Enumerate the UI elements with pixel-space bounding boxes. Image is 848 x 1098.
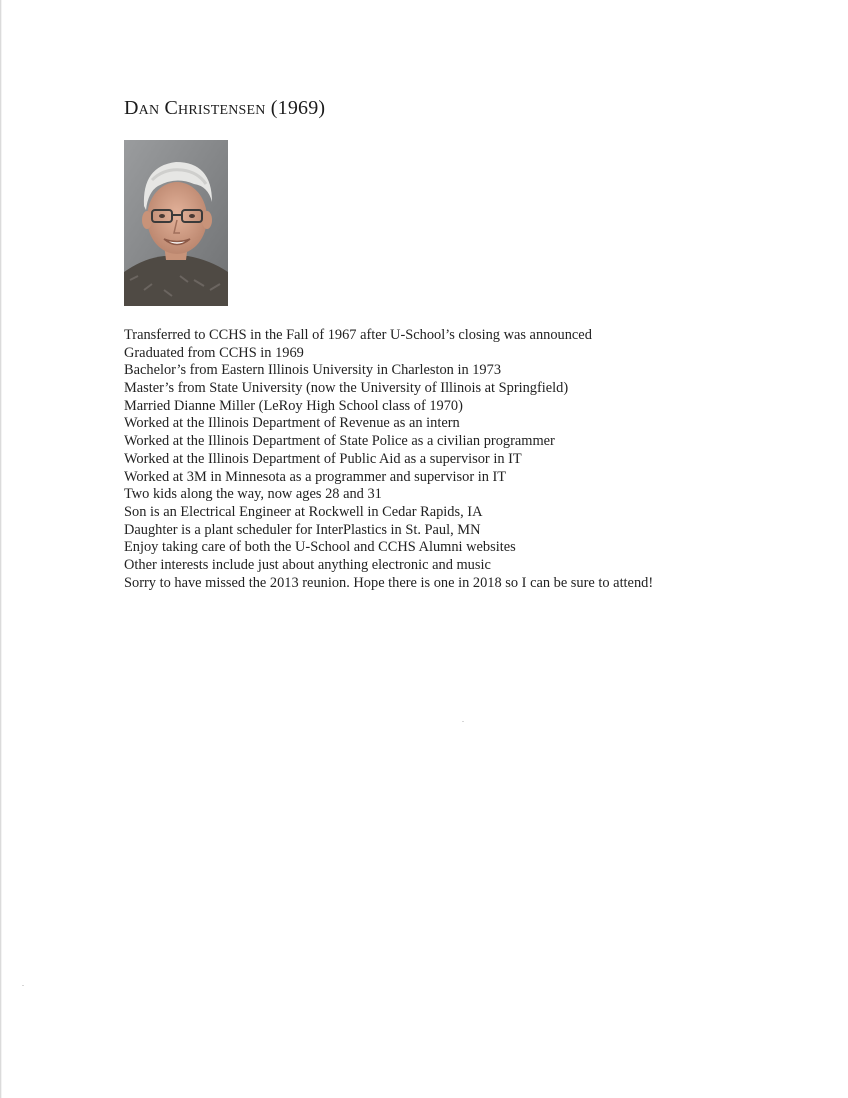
bio-line: Transferred to CCHS in the Fall of 1967 after U-School’s closing was announced — [124, 327, 592, 343]
bio-line: Son is an Electrical Engineer at Rockwell in Cedar Rapids, IA — [124, 503, 483, 520]
portrait-photo — [124, 140, 228, 306]
bio-line: Married Dianne Miller (LeRoy High School class of 1970) — [124, 397, 463, 414]
bio-line: Worked at 3M in Minnesota as a programmer and supervisor in IT — [124, 468, 507, 485]
bio-line: Master’s from State University (now the University of Illinois at Springfield) — [124, 380, 569, 397]
bio-line: Daughter is a plant scheduler for InterPlastics in St. Paul, MN — [124, 521, 481, 538]
bio-line: Bachelor’s from Eastern Illinois University in Charleston in 1973 — [124, 362, 502, 379]
page-title: Dan Christensen (1969) — [124, 97, 326, 119]
scan-speck — [22, 985, 24, 986]
bio-line: Graduated from CCHS in 1969 — [124, 344, 304, 361]
bio-line: Worked at the Illinois Department of State Police as a civilian programmer — [124, 433, 555, 450]
bio-line: Sorry to have missed the 2013 reunion. Hope there is one in 2018 so I can be sure to attend! — [124, 574, 654, 591]
bio-line: Two kids along the way, now ages 28 and 31 — [124, 486, 382, 503]
scan-speck — [462, 721, 464, 722]
bio-line: Worked at the Illinois Department of Revenue as an intern — [124, 415, 460, 432]
scan-edge — [0, 0, 2, 1098]
bio-line: Worked at the Illinois Department of Public Aid as a supervisor in IT — [124, 450, 522, 467]
bio-line: Enjoy taking care of both the U-School and CCHS Alumni websites — [124, 539, 516, 556]
biography-list — [124, 327, 653, 592]
bio-line: Other interests include just about anything electronic and music — [124, 556, 491, 573]
